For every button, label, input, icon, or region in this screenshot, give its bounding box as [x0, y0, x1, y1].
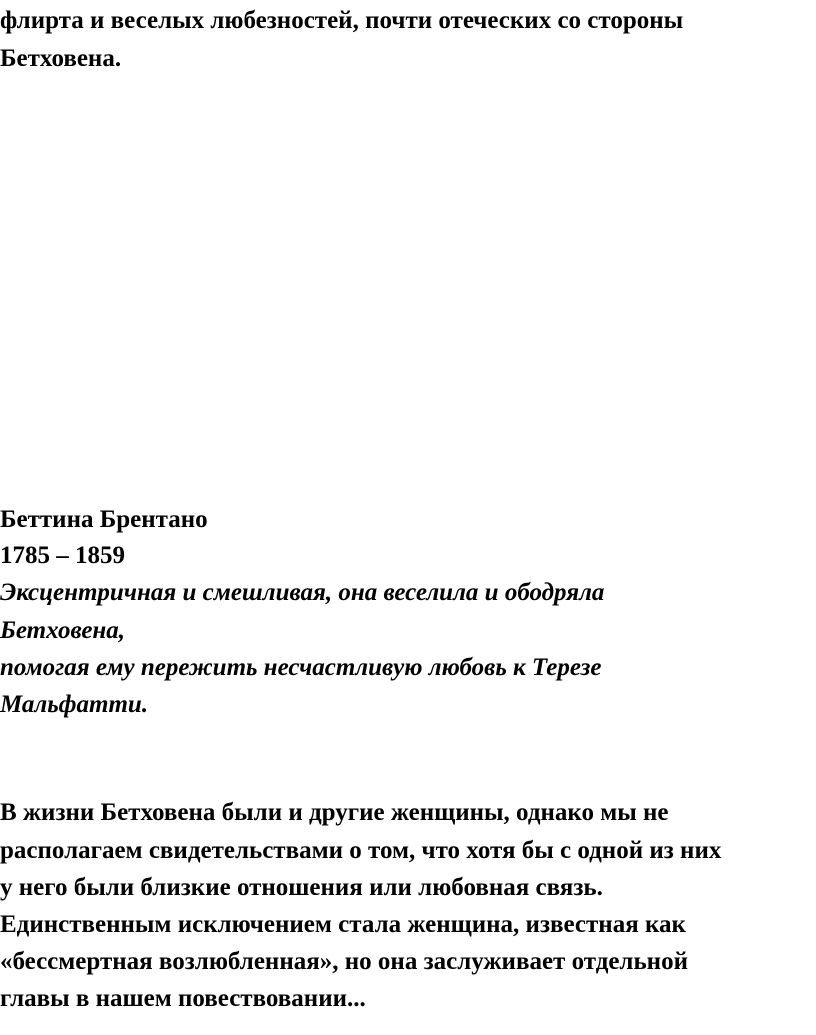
caption-line: Мальфатти. [0, 691, 149, 718]
closing-line: располагаем свидетельствами о том, что хотя бы с одной из них [0, 837, 722, 864]
intro-line: флирта и веселых любезностей, почти отеческих со стороны [0, 7, 684, 34]
caption-line: Бетховена, [0, 617, 126, 644]
closing-line: у него были близкие отношения или любовная связь. [0, 874, 603, 901]
intro-line: Бетховена. [0, 45, 122, 72]
closing-line: главы в нашем повествовании... [0, 985, 366, 1012]
person-name: Беттина Брентано [0, 506, 208, 533]
person-years: 1785 – 1859 [0, 542, 125, 569]
caption-line: Эксцентричная и смешливая, она веселила и ободряла [0, 579, 605, 606]
caption-line: помогая ему пережить несчастливую любовь к Терезе [0, 654, 602, 681]
closing-line: «бессмертная возлюбленная», но она заслуживает отдельной [0, 948, 688, 975]
closing-line: Единственным исключением стала женщина, известная как [0, 911, 686, 938]
closing-line: В жизни Бетховена были и другие женщины, однако мы не [0, 799, 669, 826]
